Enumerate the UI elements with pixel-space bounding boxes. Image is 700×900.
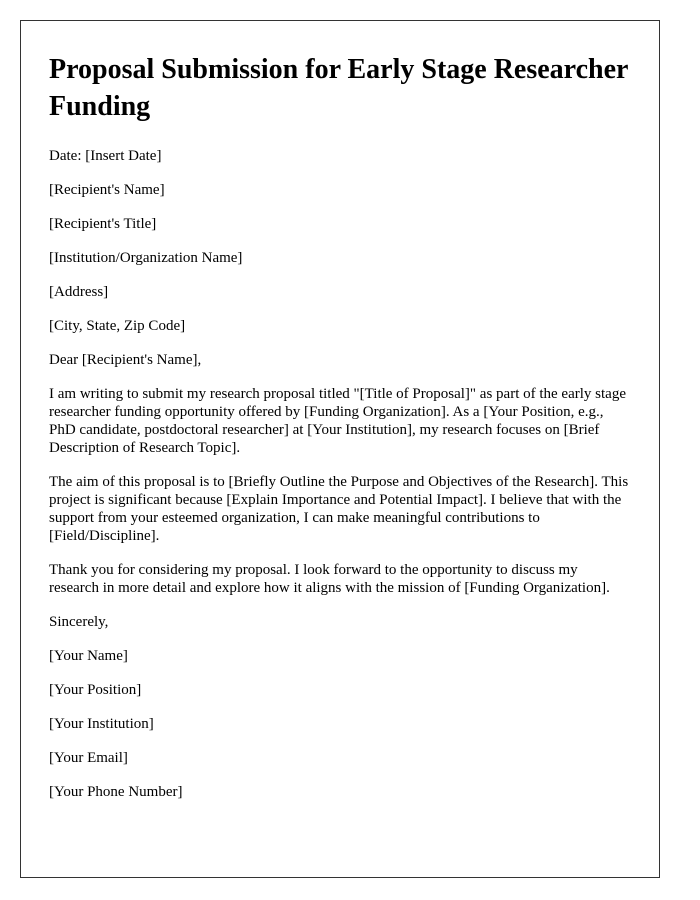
salutation: Dear [Recipient's Name], — [49, 352, 202, 368]
sender-phone: [Your Phone Number] — [49, 784, 183, 800]
recipient-organization: [Institution/Organization Name] — [49, 250, 243, 266]
sender-name: [Your Name] — [49, 648, 128, 664]
letter-page — [20, 20, 660, 878]
recipient-city-state-zip: [City, State, Zip Code] — [49, 318, 186, 334]
sender-block — [49, 647, 631, 801]
sender-position: [Your Position] — [49, 682, 142, 698]
body-paragraph-aim: The aim of this proposal is to [Briefly Outline the Purpose and Objectives of the Research]. This project is significant because [Explain Importance and Potential Impact]. I believe that with the support from your esteemed organization, I can make meaningful contributions to [Field/Discipline]. — [49, 474, 629, 544]
body-paragraph-intro: I am writing to submit my research proposal titled "[Title of Proposal]" as part of the early stage researcher funding opportunity offered by [Funding Organization]. As a [Your Position, e.g., PhD candidate, postdoctoral researcher] at [Your Institution], my research focuses on [Brief Description of Research Topic]. — [49, 386, 626, 456]
closing: Sincerely, — [49, 614, 109, 630]
recipient-title: [Recipient's Title] — [49, 216, 157, 232]
sender-institution: [Your Institution] — [49, 716, 154, 732]
sender-email: [Your Email] — [49, 750, 128, 766]
date-line: Date: [Insert Date] — [49, 148, 162, 164]
body-paragraph-thanks: Thank you for considering my proposal. I look forward to the opportunity to discuss my research in more detail and explore how it aligns with the mission of [Funding Organization]. — [49, 562, 610, 596]
recipient-address: [Address] — [49, 284, 109, 300]
recipient-name: [Recipient's Name] — [49, 182, 165, 198]
recipient-block — [49, 181, 631, 335]
letter-title: Proposal Submission for Early Stage Researcher Funding — [49, 54, 628, 122]
letter-body — [49, 385, 631, 597]
